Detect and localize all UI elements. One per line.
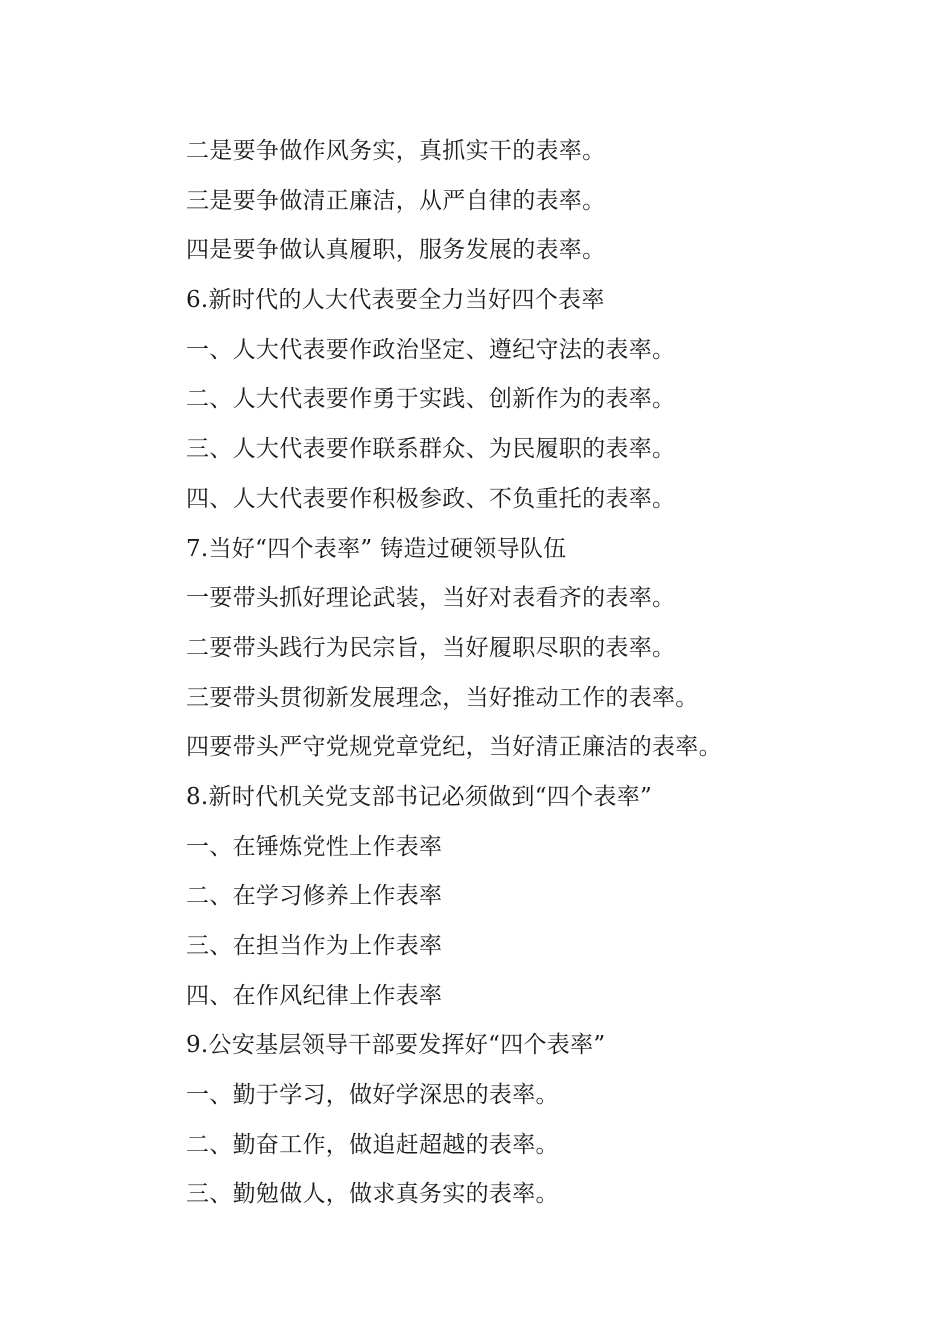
section-heading-6: 6.新时代的人大代表要全力当好四个表率	[186, 287, 605, 314]
text-line: 一要带头抓好理论武装，当好对表看齐的表率。	[186, 585, 676, 612]
text-line: 四、人大代表要作积极参政、不负重托的表率。	[186, 485, 676, 512]
text-line: 一、勤于学习，做好学深思的表率。	[186, 1082, 559, 1109]
document-body	[186, 127, 886, 1220]
text-line: 一、在锤炼党性上作表率	[186, 833, 443, 860]
text-line: 三要带头贯彻新发展理念，当好推动工作的表率。	[186, 684, 699, 711]
text-line: 三是要争做清正廉洁，从严自律的表率。	[186, 187, 606, 214]
text-line: 二、在学习修养上作表率	[186, 883, 443, 910]
text-line: 四要带头严守党规党章党纪，当好清正廉洁的表率。	[186, 734, 722, 761]
text-line: 二、勤奋工作，做追赶超越的表率。	[186, 1131, 559, 1158]
section-heading-9: 9.公安基层领导干部要发挥好“四个表率”	[186, 1032, 606, 1059]
text-line: 二是要争做作风务实，真抓实干的表率。	[186, 138, 606, 164]
text-line: 四是要争做认真履职，服务发展的表率。	[186, 237, 606, 264]
section-heading-7: 7.当好“四个表率” 铸造过硬领导队伍	[186, 535, 567, 562]
text-line: 三、在担当作为上作表率	[186, 933, 443, 959]
text-line: 一、人大代表要作政治坚定、遵纪守法的表率。	[186, 336, 676, 363]
text-line: 四、在作风纪律上作表率	[186, 982, 443, 1009]
text-line: 三、勤勉做人，做求真务实的表率。	[186, 1181, 559, 1208]
text-line: 三、人大代表要作联系群众、为民履职的表率。	[186, 436, 676, 463]
section-heading-8: 8.新时代机关党支部书记必须做到“四个表率”	[186, 783, 653, 810]
text-line: 二要带头践行为民宗旨，当好履职尽职的表率。	[186, 634, 676, 661]
text-line: 二、人大代表要作勇于实践、创新作为的表率。	[186, 386, 676, 413]
